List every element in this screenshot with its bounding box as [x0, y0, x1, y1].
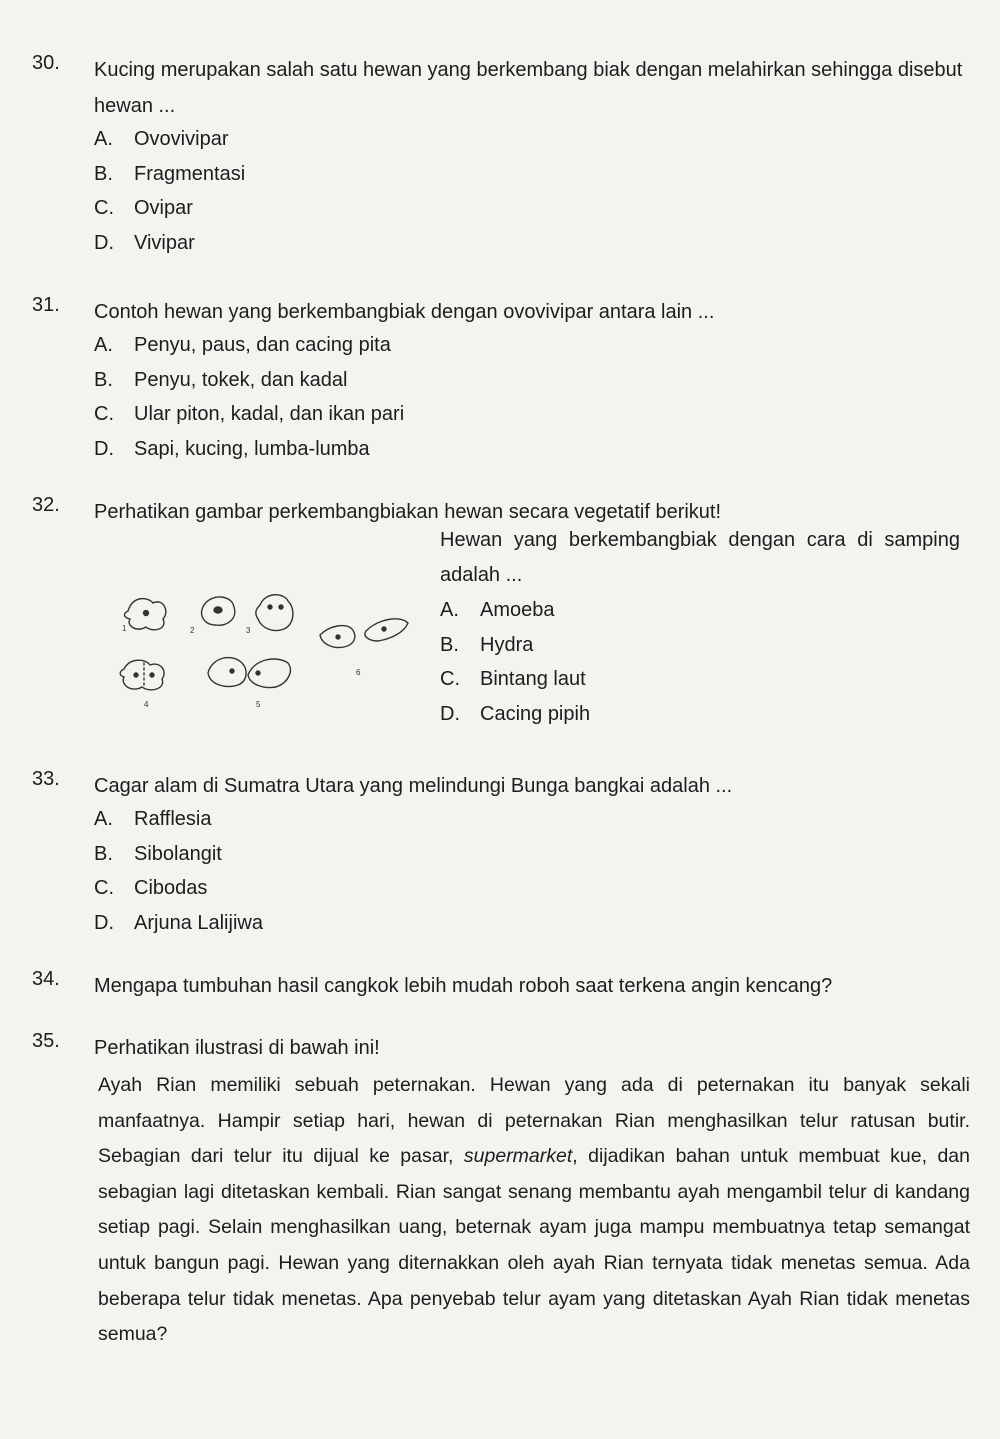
option-a[interactable]: A. Amoeba	[440, 599, 555, 621]
question-number: 30.	[32, 52, 60, 74]
option-c[interactable]: C. Ular piton, kadal, dan ikan pari	[94, 403, 405, 425]
question-number: 33.	[32, 768, 60, 790]
paragraph-part-1: Ayah Rian memiliki sebuah peternakan. Hewan yang ada di peternakan itu banyak sekali manfaatnya. Hampir setiap hari, hewan di peternakan Rian menghasilkan telur ratusan butir. Sebagian dari telur itu dijual ke pasar,	[98, 1074, 970, 1168]
stage-1-cell	[125, 599, 166, 630]
question-stem: Mengapa tumbuhan hasil cangkok lebih mudah roboh saat terkena angin kencang?	[94, 975, 833, 997]
options-list	[94, 802, 970, 940]
stage-5-cells	[208, 658, 290, 688]
question-number: 34.	[32, 968, 60, 990]
figure-label-6: 6	[356, 668, 361, 677]
question-stem: Perhatikan ilustrasi di bawah ini!	[94, 1037, 380, 1059]
options-list	[94, 122, 970, 260]
question-35	[32, 1030, 970, 1353]
stage-6-cells	[320, 619, 408, 648]
option-a[interactable]: A. Ovovivipar	[94, 128, 229, 150]
figure-label-5: 5	[256, 700, 261, 709]
option-d[interactable]: D. Cacing pipih	[440, 702, 591, 725]
question-stem: Cagar alam di Sumatra Utara yang melindungi Bunga bangkai adalah ...	[94, 775, 733, 797]
figure-label-2: 2	[190, 626, 195, 635]
question-stem: Kucing merupakan salah satu hewan yang berkembang biak dengan melahirkan sehingga disebut hewan ...	[94, 59, 963, 117]
stage-3-cell	[256, 595, 293, 631]
option-c[interactable]: C. Ovipar	[94, 197, 193, 219]
question-33	[32, 768, 970, 940]
side-question-text: Hewan yang berkembangbiak dengan cara di samping adalah ...	[440, 529, 960, 586]
paragraph-italic-word: supermarket	[463, 1145, 573, 1168]
question-34	[32, 968, 970, 1004]
question-number: 32.	[32, 494, 60, 516]
option-a[interactable]: A. Penyu, paus, dan cacing pita	[94, 334, 391, 356]
option-b[interactable]: B. Penyu, tokek, dan kadal	[94, 368, 348, 391]
question-32-side	[440, 523, 960, 731]
option-b[interactable]: B. Fragmentasi	[94, 162, 246, 185]
stage-2-cell	[202, 597, 235, 625]
option-c[interactable]: C. Bintang laut	[440, 668, 586, 690]
question-31	[32, 294, 970, 466]
figure-label-4: 4	[144, 700, 149, 709]
question-30	[32, 52, 970, 260]
amoeba-fission-figure	[108, 583, 418, 718]
illustration-paragraph	[98, 1068, 970, 1353]
question-number: 31.	[32, 294, 60, 316]
question-stem: Contoh hewan yang berkembangbiak dengan ovovivipar antara lain ...	[94, 301, 715, 323]
options-list	[94, 328, 970, 466]
option-b[interactable]: B. Hydra	[440, 633, 534, 656]
option-b[interactable]: B. Sibolangit	[94, 842, 222, 865]
option-d[interactable]: D. Sapi, kucing, lumba-lumba	[94, 437, 370, 460]
stage-4-cell	[120, 660, 164, 690]
figure-label-1: 1	[122, 624, 127, 633]
option-c[interactable]: C. Cibodas	[94, 877, 208, 899]
option-d[interactable]: D. Vivipar	[94, 231, 195, 254]
option-a[interactable]: A. Rafflesia	[94, 808, 212, 830]
figure-label-3: 3	[246, 626, 251, 635]
option-d[interactable]: D. Arjuna Lalijiwa	[94, 911, 263, 934]
question-stem: Perhatikan gambar perkembangbiakan hewan secara vegetatif berikut!	[94, 501, 722, 523]
options-list	[440, 593, 960, 731]
question-number: 35.	[32, 1030, 60, 1052]
paragraph-part-2: , dijadikan bahan untuk membuat kue, dan sebagian lagi ditetaskan kembali. Rian sangat senang membantu ayah mengambil telur di kandang setiap pagi. Selain menghasilkan uang, beternak ayam juga mampu membuatnya tetap semangat untuk bangun pagi. Hewan yang diternakkan oleh ayah Rian ternyata tidak menetas semua. Ada beberapa telur tidak menetas. Apa penyebab telur ayam yang ditetaskan Ayah Rian tidak menetas semua?	[98, 1145, 970, 1346]
